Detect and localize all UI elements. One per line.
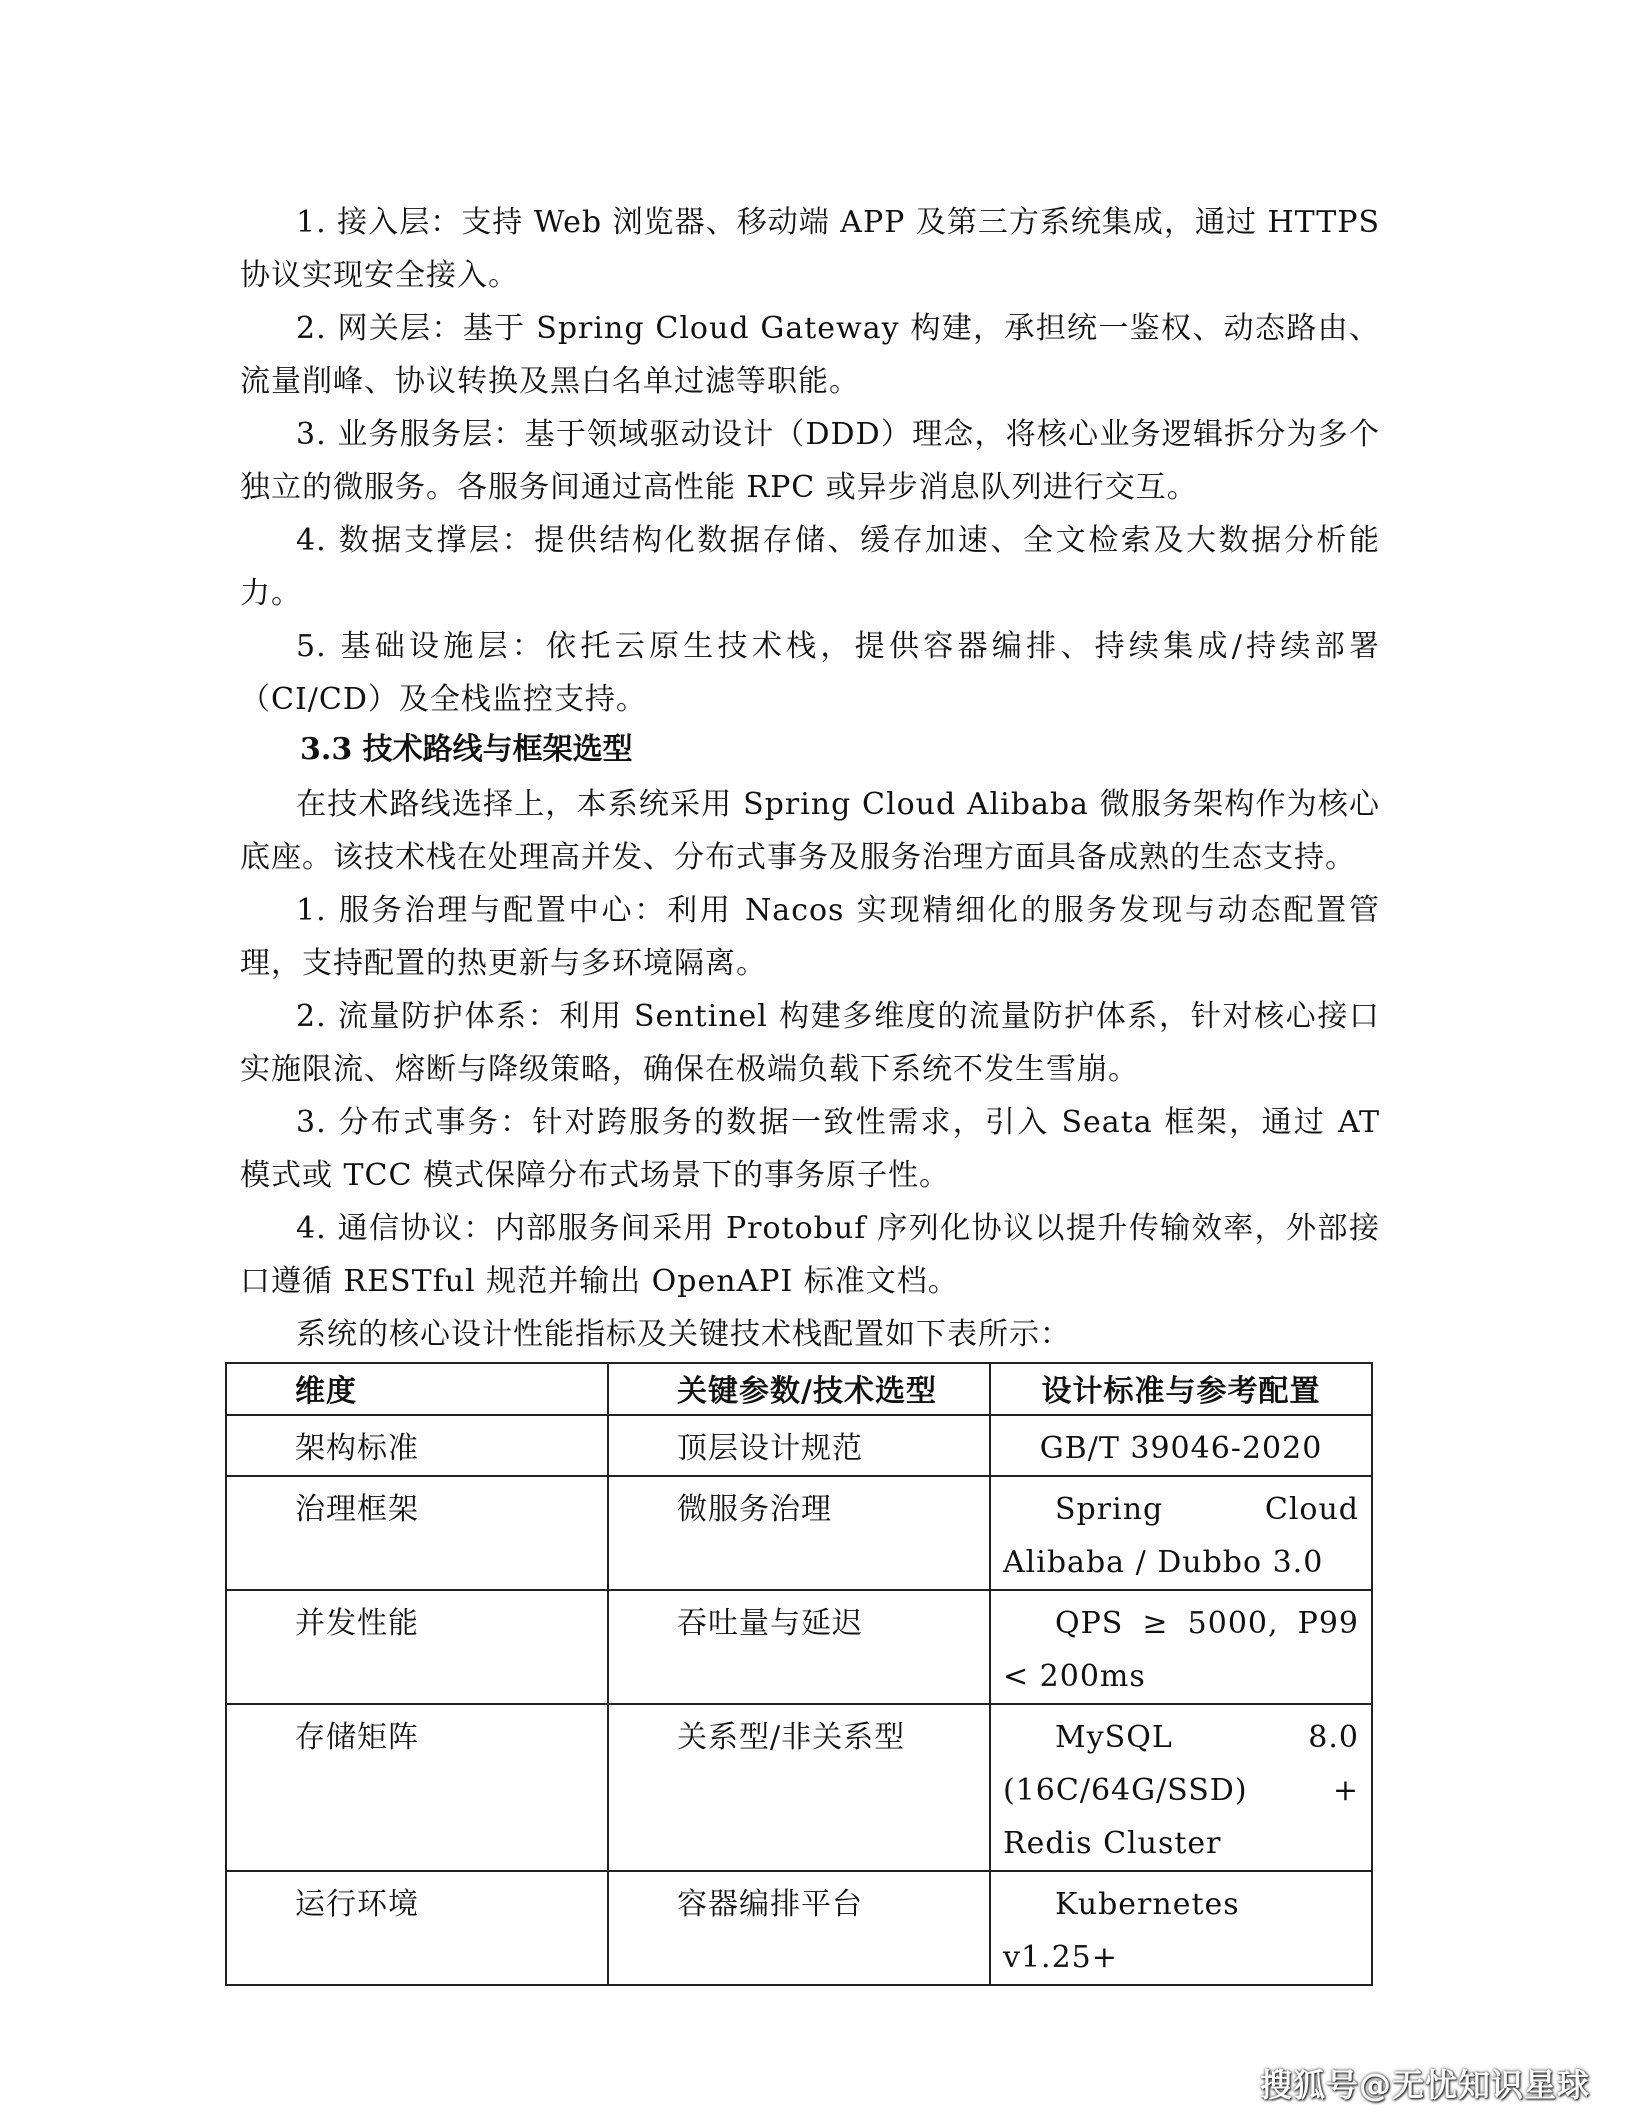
paragraph-business-layer: 3. 业务服务层：基于领域驱动设计（DDD）理念，将核心业务逻辑拆分为多个独立的微服务。各服务间通过高性能 RPC 或异步消息队列进行交互。 [240, 417, 1380, 505]
table-header-row [226, 1363, 1372, 1415]
table-row [226, 1415, 1372, 1476]
table-header-cell: 维度 [226, 1363, 608, 1415]
table-header-cell: 设计标准与参考配置 [990, 1363, 1372, 1415]
table-cell: Kubernetes v1.25+ [990, 1871, 1372, 1985]
table-cell: 并发性能 [226, 1590, 608, 1704]
watermark: 搜狐号@无忧知识星球 [1259, 2066, 1590, 2104]
table-cell: QPS ≥ 5000, P99 < 200ms [990, 1590, 1372, 1704]
table-row [226, 1476, 1372, 1590]
table-cell: 存储矩阵 [226, 1704, 608, 1871]
table-cell: MySQL 8.0 (16C/64G/SSD) + Redis Cluster [990, 1704, 1372, 1871]
table-cell: 架构标准 [226, 1415, 608, 1476]
table-header-cell: 关键参数/技术选型 [608, 1363, 990, 1415]
spec-table [225, 1362, 1373, 1986]
table-cell: 运行环境 [226, 1871, 608, 1985]
table-cell: 顶层设计规范 [608, 1415, 990, 1476]
table-row [226, 1704, 1372, 1871]
table-cell: 容器编排平台 [608, 1871, 990, 1985]
paragraph-gateway-layer: 2. 网关层：基于 Spring Cloud Gateway 构建，承担统一鉴权、动态路由、流量削峰、协议转换及黑白名单过滤等职能。 [240, 311, 1380, 399]
paragraph-communication-protocol: 4. 通信协议：内部服务间采用 Protobuf 序列化协议以提升传输效率，外部接口遵循 RESTful 规范并输出 OpenAPI 标准文档。 [240, 1211, 1380, 1299]
paragraph-table-intro: 系统的核心设计性能指标及关键技术栈配置如下表所示： [296, 1317, 1071, 1352]
table-cell: 治理框架 [226, 1476, 608, 1590]
paragraph-tech-route: 在技术路线选择上，本系统采用 Spring Cloud Alibaba 微服务架构作为核心底座。该技术栈在处理高并发、分布式事务及服务治理方面具备成熟的生态支持。 [240, 787, 1380, 875]
table-cell: Spring Cloud Alibaba / Dubbo 3.0 [990, 1476, 1372, 1590]
paragraph-data-layer: 4. 数据支撑层：提供结构化数据存储、缓存加速、全文检索及大数据分析能力。 [240, 523, 1380, 611]
paragraph-distributed-transaction: 3. 分布式事务：针对跨服务的数据一致性需求，引入 Seata 框架，通过 AT 模式或 TCC 模式保障分布式场景下的事务原子性。 [240, 1105, 1380, 1193]
paragraph-service-governance: 1. 服务治理与配置中心：利用 Nacos 实现精细化的服务发现与动态配置管理，支持配置的热更新与多环境隔离。 [240, 893, 1380, 981]
section-heading: 3.3 技术路线与框架选型 [300, 732, 633, 767]
table-row [226, 1590, 1372, 1704]
table-cell: GB/T 39046-2020 [990, 1415, 1372, 1476]
table-row [226, 1871, 1372, 1985]
table-cell: 微服务治理 [608, 1476, 990, 1590]
paragraph-access-layer: 1. 接入层：支持 Web 浏览器、移动端 APP 及第三方系统集成，通过 HTTPS 协议实现安全接入。 [240, 205, 1380, 293]
table-cell: 吞吐量与延迟 [608, 1590, 990, 1704]
table-cell: 关系型/非关系型 [608, 1704, 990, 1871]
paragraph-traffic-protection: 2. 流量防护体系：利用 Sentinel 构建多维度的流量防护体系，针对核心接口实施限流、熔断与降级策略，确保在极端负载下系统不发生雪崩。 [240, 999, 1380, 1087]
paragraph-infra-layer: 5. 基础设施层：依托云原生技术栈，提供容器编排、持续集成/持续部署（CI/CD）及全栈监控支持。 [240, 629, 1380, 717]
